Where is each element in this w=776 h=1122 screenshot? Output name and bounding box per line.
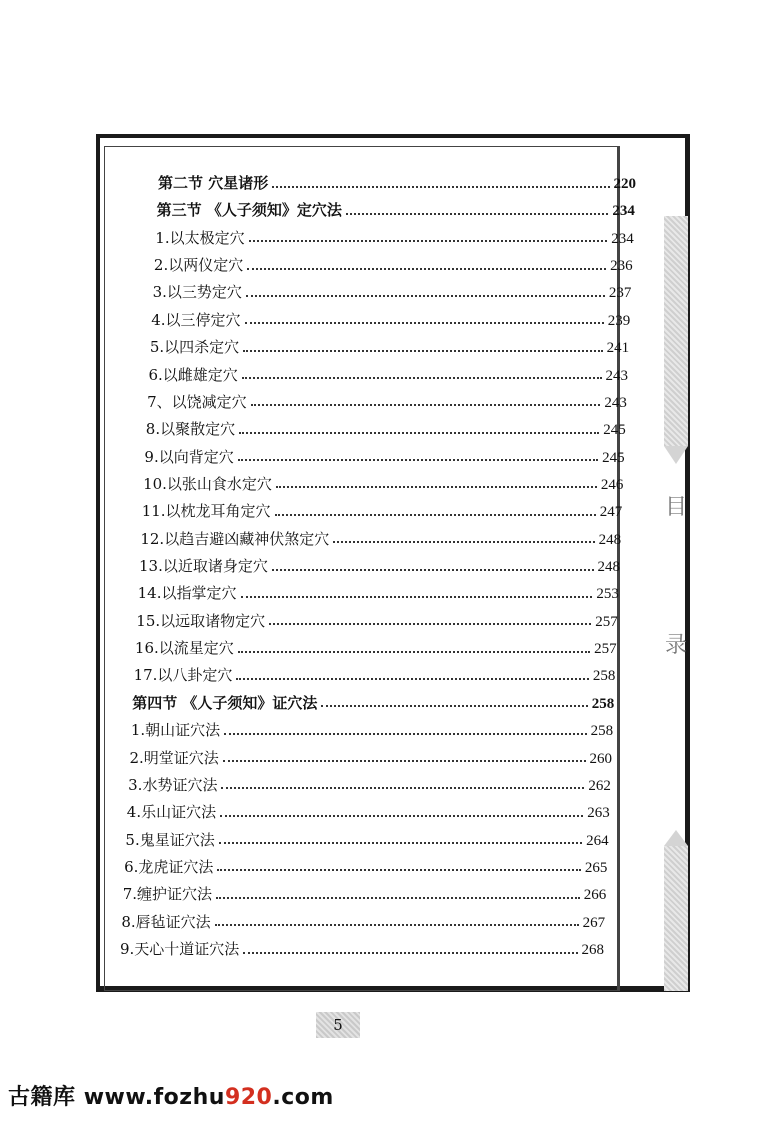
- toc-entry-label: 1.朝山证穴法: [130, 721, 221, 740]
- toc-leader-dots: [219, 842, 582, 844]
- toc-entry-page: 257: [595, 613, 618, 630]
- toc-leader-dots: [251, 404, 601, 406]
- toc-entry-label: 10.以张山食水定穴: [143, 474, 272, 493]
- toc-entry-page: 234: [611, 230, 634, 247]
- toc-leader-dots: [216, 897, 580, 899]
- toc-entry: [157, 199, 635, 220]
- toc-leader-dots: [224, 733, 586, 735]
- toc-entry-page: 267: [582, 914, 606, 931]
- toc-entry-page: 258: [590, 723, 614, 740]
- toc-entry: [153, 281, 632, 302]
- watermark-url-suffix: .com: [272, 1085, 334, 1110]
- toc-entry-page: 258: [592, 668, 616, 685]
- toc-entry-page: 258: [591, 695, 615, 712]
- toc-entry-label: 6.以雌雄定穴: [148, 365, 238, 384]
- toc-entry: [151, 309, 630, 330]
- toc-entry: [140, 528, 621, 549]
- toc-entry-page: 247: [599, 504, 623, 521]
- toc-leader-dots: [333, 541, 594, 543]
- side-title-char-2: 录: [664, 633, 687, 658]
- toc-entry-label: 4.以三停定穴: [151, 310, 241, 329]
- side-title-char-1: 目: [664, 495, 687, 520]
- toc-entry-label: 1.以太极定穴: [155, 228, 245, 247]
- toc-entry-label: 9.天心十道证穴法: [120, 940, 240, 958]
- toc-entry: [125, 829, 608, 850]
- toc-entry-page: 262: [588, 777, 611, 794]
- toc-entry-label: 2.明堂证穴法: [129, 748, 219, 767]
- toc-entry: [132, 692, 614, 713]
- toc-leader-dots: [247, 268, 606, 270]
- toc-entry: [154, 254, 633, 275]
- toc-leader-dots: [241, 596, 593, 598]
- toc-entry-label: 3.以三势定穴: [152, 283, 242, 302]
- toc-entry-label: 7、以饶减定穴: [147, 392, 247, 411]
- toc-entry-label: 4.乐山证穴法: [126, 803, 217, 822]
- toc-entry: [158, 172, 636, 193]
- toc-entry-page: 263: [587, 805, 610, 822]
- toc-leader-dots: [243, 952, 577, 954]
- watermark-name: 古籍库: [8, 1085, 76, 1110]
- watermark-url-prefix: www.fozhu: [83, 1085, 225, 1110]
- toc-entry-page: 248: [597, 559, 620, 575]
- toc-leader-dots: [217, 869, 581, 871]
- toc-entry-page: 268: [581, 942, 604, 958]
- toc-entry-page: 245: [602, 449, 625, 466]
- toc-leader-dots: [215, 924, 579, 926]
- toc-entry: [128, 774, 611, 795]
- toc-entry-label: 第三节 《人子须知》定穴法: [156, 201, 342, 220]
- toc-leader-dots: [346, 213, 608, 215]
- toc-entry: [123, 883, 607, 904]
- toc-leader-dots: [236, 678, 588, 680]
- toc-entry-label: 13.以近取诸身定穴: [139, 557, 268, 575]
- toc-leader-dots: [321, 705, 587, 707]
- watermark-url-accent: 920: [224, 1085, 273, 1110]
- toc-entry-label: 8.唇毡证穴法: [121, 912, 211, 931]
- toc-entry-label: 7.缠护证穴法: [122, 885, 213, 904]
- toc-entry-label: 9.以向背定穴: [144, 447, 234, 466]
- toc-entry: [124, 856, 607, 877]
- toc-entry-label: 11.以枕龙耳角定穴: [141, 502, 271, 521]
- toc-leader-dots: [272, 569, 594, 571]
- page-number: 5: [316, 1012, 360, 1038]
- toc-entry: [146, 418, 626, 439]
- toc-leader-dots: [220, 815, 583, 817]
- toc-entry-label: 8.以聚散定穴: [145, 420, 236, 439]
- toc-entry-page: 237: [608, 285, 632, 302]
- toc-entry-label: 2.以两仪定穴: [153, 256, 244, 275]
- toc-entry-page: 257: [594, 641, 617, 658]
- toc-leader-dots: [269, 623, 591, 625]
- toc-leader-dots: [238, 651, 590, 653]
- toc-entry-label: 14.以指掌定穴: [137, 584, 237, 603]
- toc-leader-dots: [221, 787, 584, 789]
- toc-entry-page: 243: [604, 394, 627, 411]
- toc-entry: [136, 610, 617, 631]
- toc-leader-dots: [276, 486, 597, 488]
- toc-leader-dots: [243, 350, 602, 352]
- toc-leader-dots: [242, 377, 602, 379]
- toc-entry-label: 第二节 穴星诸形: [158, 174, 269, 192]
- toc-entry-page: 245: [603, 422, 626, 439]
- toc-leader-dots: [246, 295, 605, 297]
- toc-entry-page: 241: [606, 340, 630, 357]
- toc-entry: [144, 446, 624, 467]
- toc-entry-label: 15.以远取诸物定穴: [136, 611, 266, 630]
- toc-entry-page: 236: [610, 258, 633, 275]
- toc-entry-label: 16.以流星定穴: [134, 639, 234, 658]
- toc-entry: [138, 582, 619, 603]
- toc-entry: [131, 719, 613, 740]
- toc-entry: [155, 227, 633, 248]
- toc-entry-page: 243: [605, 367, 628, 384]
- toc-leader-dots: [223, 760, 586, 762]
- toc-entry-label: 5.以四杀定穴: [149, 338, 240, 357]
- toc-entry-page: 253: [596, 586, 619, 603]
- toc-entry-label: 12.以趋吉避凶藏神伏煞定穴: [140, 529, 330, 548]
- toc-entry: [120, 938, 604, 959]
- watermark: [8, 1080, 334, 1111]
- toc-entry-label: 5.鬼星证穴法: [125, 830, 215, 849]
- toc-entry: [135, 637, 617, 658]
- toc-entry-label: 第四节 《人子须知》证穴法: [132, 693, 318, 712]
- toc-entry-page: 264: [586, 832, 609, 849]
- toc-entry-page: 248: [598, 531, 622, 548]
- toc-entry: [134, 664, 616, 685]
- toc-entry-page: 239: [607, 312, 631, 329]
- toc-entry: [142, 500, 623, 521]
- toc-entry: [127, 801, 610, 822]
- toc-leader-dots: [238, 459, 598, 461]
- toc-entry-page: 265: [584, 859, 608, 876]
- toc-entry-page: 220: [613, 176, 636, 192]
- toc-entry-label: 17.以八卦定穴: [133, 666, 233, 685]
- toc-leader-dots: [245, 322, 604, 324]
- toc-entry: [143, 473, 623, 494]
- toc-entry: [139, 555, 620, 576]
- toc-entry-label: 3.水势证穴法: [128, 775, 218, 794]
- toc-entry: [150, 336, 629, 357]
- toc-entry-page: 234: [612, 203, 635, 220]
- toc-entry: [147, 391, 627, 412]
- toc-entry: [121, 911, 605, 932]
- toc-leader-dots: [239, 432, 599, 434]
- toc-leader-dots: [249, 240, 608, 242]
- toc-entry-page: 246: [600, 476, 624, 493]
- toc-entry-page: 266: [583, 887, 607, 904]
- toc-leader-dots: [272, 186, 609, 188]
- toc-entry: [149, 364, 629, 385]
- toc-entry-page: 260: [589, 750, 612, 767]
- toc-entry-label: 6.龙虎证穴法: [124, 857, 214, 876]
- toc-entry: [130, 747, 613, 768]
- toc-leader-dots: [275, 514, 596, 516]
